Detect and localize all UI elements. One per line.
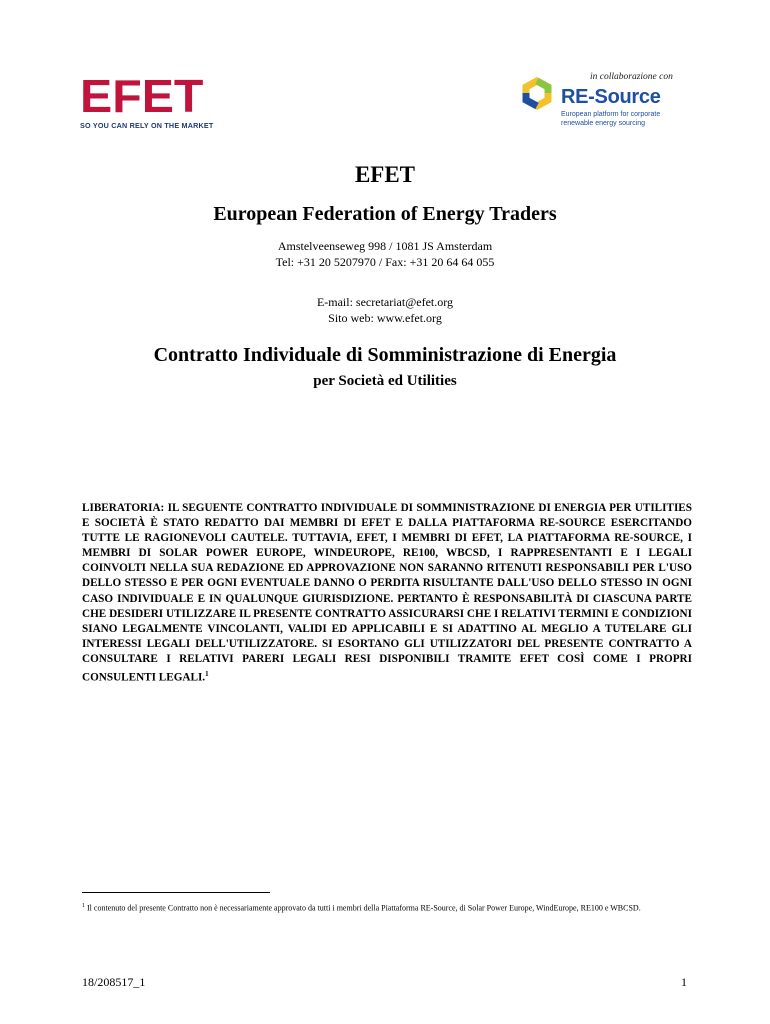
page-number: 1 [681,975,687,989]
disclaimer-text: LIBERATORIA: IL SEGUENTE CONTRATTO INDIVIDUALE DI SOMMINISTRAZIONE DI ENERGIA PER UTILITIES E SOCIETÀ È STATO REDATTO DAI MEMBRI DI EFET E DALLA PIATTAFORMA RE-SOURCE ESERCITANDO TUTTE LE RAGIONEVOLI CAUTELE. TUTTAVIA, EFET, I MEMBRI DI EFET, LA PIATTAFORMA RE-SOURCE, I MEMBRI DI SOLAR POWER EUROPE, WINDEUROPE, RE100, WBCSD, I RAPPRESENTANTI E I LEGALI COINVOLTI NELLA SUA REDAZIONE ED APPROVAZIONE NON SARANNO RITENUTI RESPONSABILI PER L'USO DELLO STESSO E PER OGNI EVENTUALE DANNO O PERDITA RISULTANTE DALL'USO DELLO STESSO IN OGNI CASO INDIVIDUALE E IN QUALUNQUE GIURISDIZIONE. PERTANTO È RESPONSABILITÀ DI CIASCUNA PARTE CHE DESIDERI UTILIZZARE IL PRESENTE CONTRATTO ASSICURARSI CHE I RELATIVI TERMINI E CONDIZIONI SIANO LEGALMENTE VINCOLANTI, VALIDI ED APPLICABILI E SI ADATTINO AL MEGLIO A TUTELARE GLI INTERESSI LEGALI DELL'UTILIZZATORE. SI ESORTANO GLI UTILIZZATORI DEL PRESENTE CONTRATTO A CONSULTARE I RELATIVI PARERI LEGALI RESI DISPONIBILI TRAMITE EFET COSÌ COME I PROPRI CONSULENTI LEGALI. [82,502,692,684]
resource-subtitle-line1: European platform for corporate [561,111,661,118]
efet-logo-tagline: SO YOU CAN RELY ON THE MARKET [80,121,214,130]
resource-logo-subtitle [561,110,660,128]
footnote-number: 1 [82,903,85,909]
resource-subtitle-line2: renewable energy sourcing [561,120,646,127]
email: E-mail: secretariat@efet.org [316,295,454,309]
contact-block [0,238,770,270]
document-title: Contratto Individuale di Somministrazione di Energia [153,344,617,366]
resource-hexagon-icon [517,73,557,113]
footnote-reference: 1 [205,670,209,679]
document-subtitle: per Società ed Utilities [313,373,457,389]
document-id: 18/208517_1 [82,975,146,989]
collaboration-note: in collaborazione con [590,72,673,82]
disclaimer-paragraph [82,501,692,686]
address: Amstelveenseweg 998 / 1081 JS Amsterdam [277,239,493,253]
efet-logo [80,70,230,130]
footnote-divider [82,892,270,893]
online-contact-block [0,294,770,326]
footnote [82,900,690,915]
footnote-text: Il contenuto del presente Contratto non è necessariamente approvato da tutti i membri della Piattaforma RE-Source, di Solar Power Europe, WindEurope, RE100 e WBCSD. [87,903,641,913]
resource-logo-word: RE-Source [561,86,661,108]
website: Sito web: www.efet.org [328,311,442,325]
phone-fax: Tel: +31 20 5207970 / Fax: +31 20 64 64 055 [275,255,495,269]
efet-logo-word: EFET [80,70,204,122]
org-full-name: European Federation of Energy Traders [213,203,557,225]
resource-logo [517,73,697,133]
org-short-name: EFET [354,162,416,187]
